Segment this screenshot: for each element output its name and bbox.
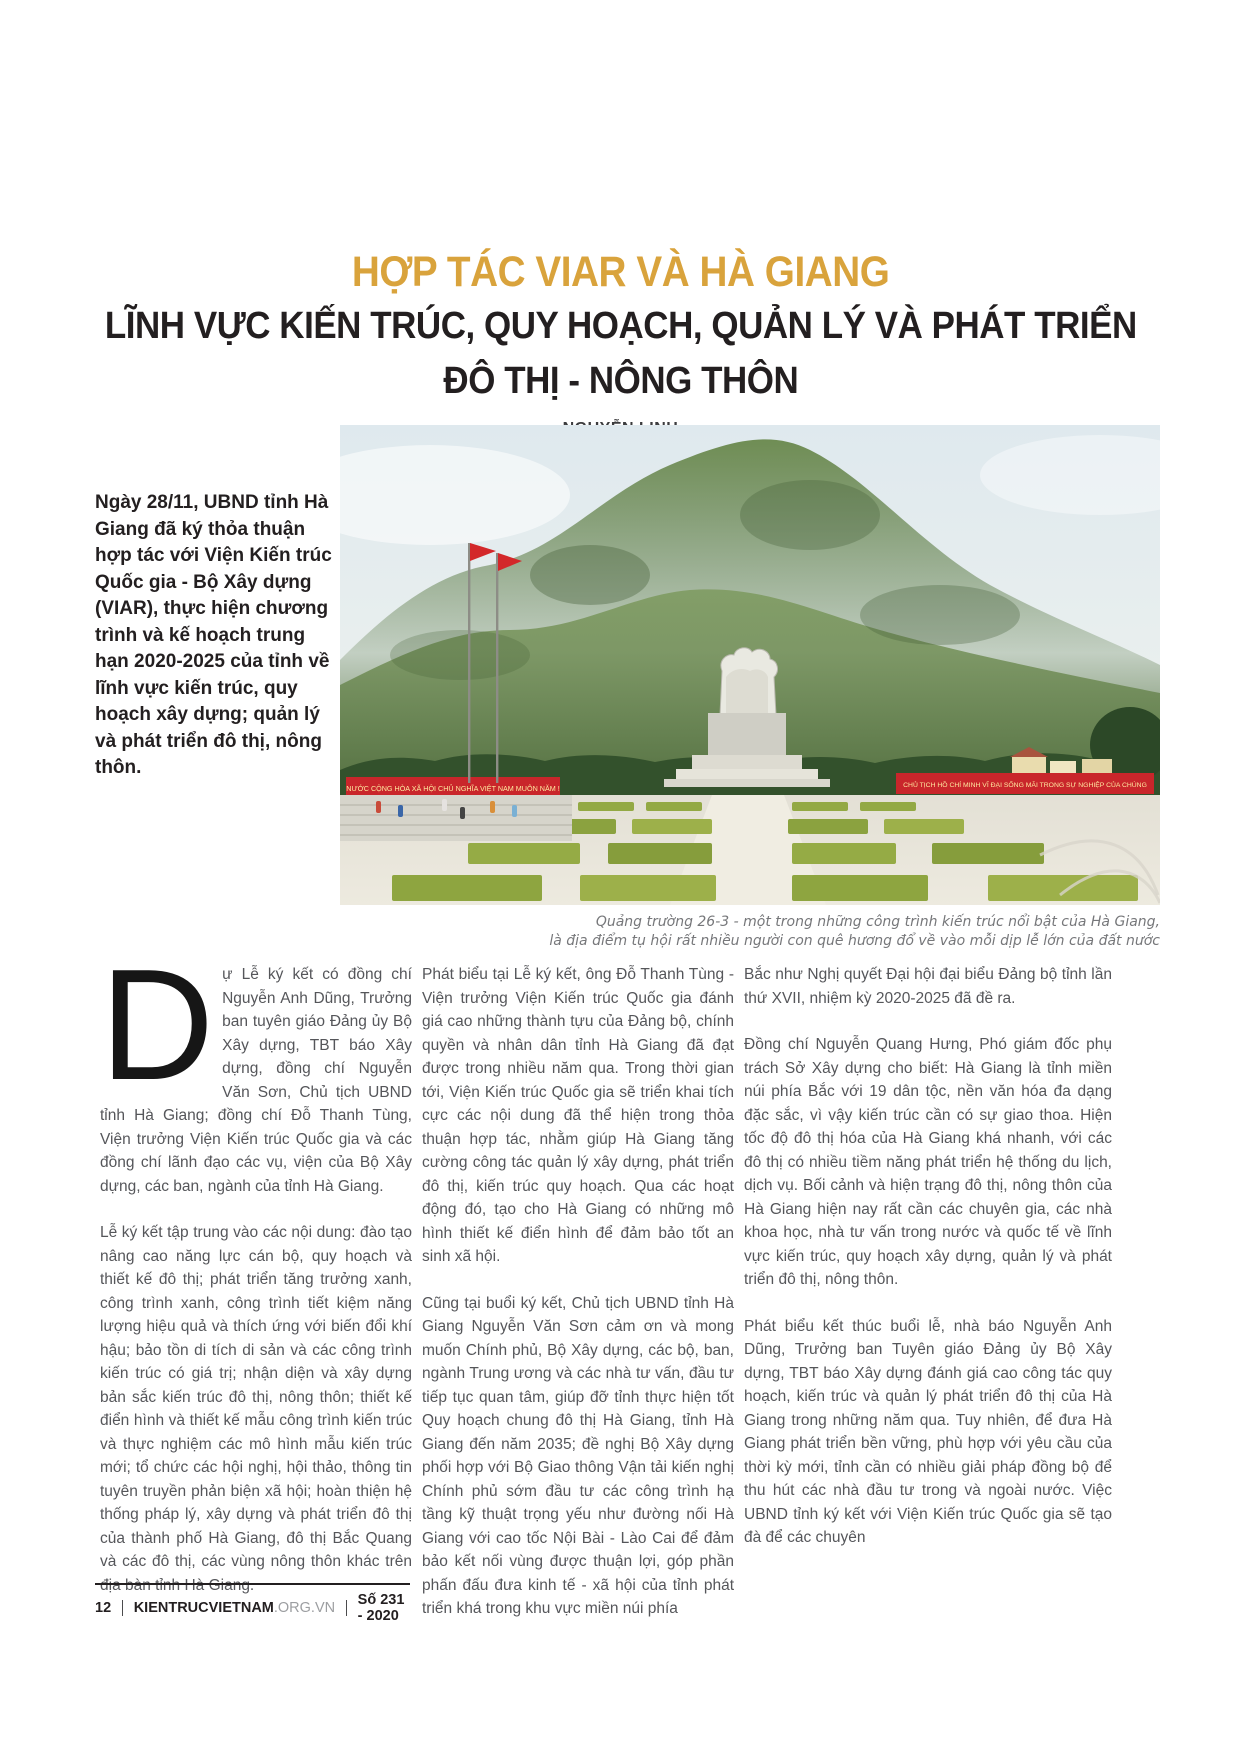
paragraph: Đồng chí Nguyễn Quang Hưng, Phó giám đốc phụ trách Sở Xây dựng cho biết: Hà Giang là tỉnh miền núi phía Bắc với 19 dân tộc, nền văn hóa đa dạng đặc sắc, vì vậy kiến trúc cần có sự giao thoa. Hiện tốc độ đô thị hóa của Hà Giang khá nhanh, với các đô thị có nhiều tiềm năng phát triển hệ thống du lịch, dịch vụ. Bối cảnh và hiện trạng đô thị, nông thôn của Hà Giang hiện nay rất cần các chuyên gia, các nhà khoa học, nhà tư vấn trong nước và quốc tế về lĩnh vực kiến trúc, quy hoạch xây dựng, quản lý và phát triển đô thị, nông thôn. [744, 1036, 1112, 1288]
paragraph: Phát biểu kết thúc buổi lễ, nhà báo Nguyễn Anh Dũng, Trưởng ban Tuyên giáo Đảng ủy Bộ Xây dựng, TBT báo Xây dựng đánh giá cao công tác quy hoạch, kiến trúc và quản lý phát triển đô thị của Hà Giang trong những năm qua. Tuy nhiên, để đưa Hà Giang phát triển bền vững, phù hợp với yêu cầu của thời kỳ mới, tỉnh cần có nhiều giải pháp đồng bộ để thu hút các nhà đầu tư trong và ngoài nước. Việc UBND tỉnh ký kết với Viện Kiến trúc Quốc gia sẽ tạo đà để các chuyên [744, 1317, 1112, 1546]
magazine-website: KIENTRUCVIETNAM.ORG.VN [133, 1600, 336, 1616]
article-header [0, 248, 1241, 438]
square-photo-illustration [340, 425, 1160, 905]
lead-paragraph: Ngày 28/11, UBND tỉnh Hà Giang đã ký thỏa thuận hợp tác với Viện Kiến trúc Quốc gia - Bộ Xây dựng (VIAR), thực hiện chương trình và kế hoạch trung hạn 2020-2025 của tỉnh về lĩnh vực kiến trúc, quy hoạch xây dựng; quản lý và phát triển đô thị, nông thôn. [95, 492, 332, 778]
article-subtitle-line1: LĨNH VỰC KIẾN TRÚC, QUY HOẠCH, QUẢN LÝ VÀ PHÁT TRIỂN [104, 305, 1137, 347]
footer-divider [122, 1600, 123, 1616]
left-banner-text: NƯỚC CỘNG HÒA XÃ HỘI CHỦ NGHĨA VIỆT NAM MUÔN NĂM ! [346, 784, 560, 793]
article-subtitle-line2: ĐÔ THỊ - NÔNG THÔN [443, 360, 798, 402]
article-photo [340, 425, 1160, 905]
body-column-3 [744, 963, 1112, 1573]
paragraph: Phát biểu tại Lễ ký kết, ông Đỗ Thanh Tùng - Viện trưởng Viện Kiến trúc Quốc gia đánh giá cao những thành tựu của Đảng bộ, chính quyền và nhân dân tỉnh Hà Giang đã đạt được trong nhiều năm qua. Trong thời gian tới, Viện Kiến trúc Quốc gia sẽ triển khai tích cực các nội dung đã thể hiện trong thỏa thuận hợp tác, nhằm giúp Hà Giang tăng cường công tác quản lý xây dựng, phát triển đô thị, kiến trúc quy hoạch. Qua các hoạt động đó, tạo cho Hà Giang có những mô hình thiết kế điển hình để đảm bảo tốt an sinh xã hội. [422, 966, 734, 1265]
page-footer [95, 1583, 410, 1624]
left-propaganda-banner [346, 777, 560, 798]
right-banner-text: CHỦ TỊCH HỒ CHÍ MINH VĨ ĐẠI SỐNG MÃI TRONG SỰ NGHIỆP CỦA CHÚNG [903, 782, 1147, 789]
footer-divider [346, 1600, 347, 1616]
drop-cap: D [100, 937, 211, 1113]
paragraph [100, 937, 412, 1198]
photo-caption-line2: là địa điểm tụ hội rất nhiều người con quê hương đổ về vào mỗi dịp lễ lớn của đất nước [549, 933, 1160, 949]
paragraph: Cũng tại buổi ký kết, Chủ tịch UBND tỉnh Hà Giang Nguyễn Văn Sơn cảm ơn và mong muốn Chính phủ, Bộ Xây dựng, các bộ, ban, ngành Trung ương và các nhà tư vấn, đầu tư tiếp tục quan tâm, giúp đỡ tỉnh thực hiện tốt Quy hoạch chung đô thị Hà Giang, tỉnh Hà Giang đến năm 2035; đề nghị Bộ Xây dựng phối hợp với Bộ Giao thông Vận tải kiến nghị Chính phủ sớm đầu tư các công trình hạ tầng kỹ thuật trọng yếu như đường nối Hà Giang với cao tốc Nội Bài - Lào Cai để đảm bảo kết nối vùng được thuận lợi, góp phần phấn đấu đưa kinh tế - xã hội của tỉnh phát triển khá trong khu vực miền núi phía [422, 1294, 734, 1617]
right-propaganda-banner [896, 773, 1154, 794]
paragraph-text: ự Lễ ký kết có đồng chí Nguyễn Anh Dũng, Trưởng ban tuyên giáo Đảng ủy Bộ Xây dựng, TBT báo Xây dựng, đồng chí Nguyễn Văn Sơn, Chủ tịch UBND tỉnh Hà Giang; đồng chí Đỗ Thanh Tùng, Viện trưởng Viện Kiến trúc Quốc gia và các đồng chí lãnh đạo các vụ, viện của Bộ Xây dựng, các ban, ngành của tỉnh Hà Giang. [100, 966, 412, 1195]
steps [340, 795, 572, 841]
paragraph: Lễ ký kết tập trung vào các nội dung: đào tạo nâng cao năng lực cán bộ, quy hoạch và thiết kế đô thị; phát triển tăng trưởng xanh, công trình xanh, công trình tiết kiệm năng lượng hiệu quả và thích ứng với biến đổi khí hậu; bảo tồn di tích di sản và các công trình kiến trúc có giá trị; nhận diện và xây dựng bản sắc kiến trúc đô thị, nông thôn; thiết kế điển hình và thiết kế mẫu công trình kiến trúc và thực nghiệm các mô hình mẫu kiến trúc mới; tổ chức các hội nghị, hội thảo, thông tin tuyên truyền phản biện xã hội; hoàn thiện hệ thống pháp lý, xây dựng và phát triển đô thị của thành phố Hà Giang, đô thị Bắc Quang và các đô thị, các vùng nông thôn khác trên địa bàn tỉnh Hà Giang. [100, 1224, 412, 1594]
article-title: HỢP TÁC VIAR VÀ HÀ GIANG [351, 248, 890, 296]
paragraph: Bắc như Nghị quyết Đại hội đại biểu Đảng bộ tỉnh lần thứ XVII, nhiệm kỳ 2020-2025 đã đề ra. [744, 966, 1112, 1007]
photo-caption [440, 913, 1160, 951]
photo-caption-line1: Quảng trường 26-3 - một trong những công trình kiến trúc nổi bật của Hà Giang, [595, 914, 1160, 930]
body-column-2 [422, 963, 734, 1644]
body-column-1 [100, 937, 412, 1620]
page-number: 12 [95, 1600, 112, 1616]
issue-number: Số 231 - 2020 [357, 1592, 405, 1624]
